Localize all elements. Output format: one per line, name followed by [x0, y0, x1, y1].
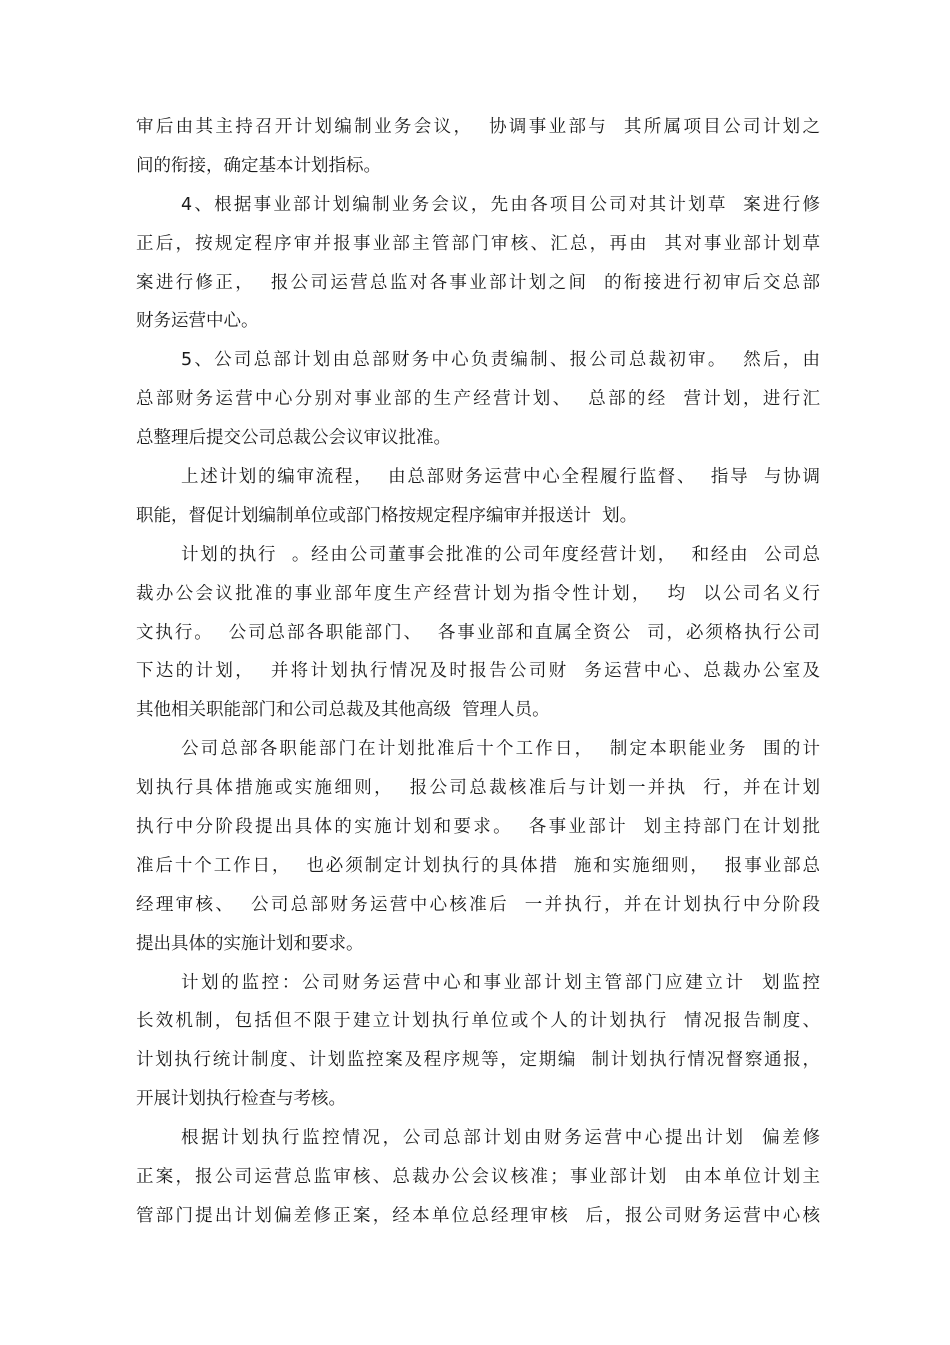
paragraph-first-line: 4、根据事业部计划编制业务会议，先由各项目公司对其计划草 案进行修: [181, 194, 820, 215]
paragraph-line: 执行中分阶段提出具体的实施计划和要求。 各事业部计 划主持部门在计划批: [136, 817, 820, 838]
paragraph-line: 审后由其主持召开计划编制业务会议， 协调事业部与 其所属项目公司计划之: [136, 117, 820, 137]
paragraph-first-line: 上述计划的编审流程， 由总部财务运营中心全程履行监督、 指导 与协调: [181, 467, 820, 488]
paragraph-first-line: 计划的执行 。经由公司董事会批准的公司年度经营计划， 和经由 公司总: [181, 544, 820, 565]
paragraph-line: 划执行具体措施或实施细则， 报公司总裁核准后与计划一并执 行，并在计划: [136, 778, 820, 799]
paragraph-line: 计划执行统计制度、计划监控案及程序规等，定期编 制计划执行情况督察通报，: [136, 1050, 820, 1071]
paragraph-line: 财务运营中心。: [136, 311, 259, 332]
paragraph-line: 裁办公会议批准的事业部年度生产经营计划为指令性计划， 均 以公司名义行: [136, 583, 820, 604]
paragraph-first-line: 根据计划执行监控情况，公司总部计划由财务运营中心提出计划 偏差修: [181, 1128, 820, 1149]
paragraph-line: 正案，报公司运营总监审核、总裁办公会议核准；事业部计划 由本单位计划主: [136, 1167, 820, 1188]
paragraph-line: 职能，督促计划编制单位或部门格按规定程序编审并报送计 划。: [136, 505, 638, 526]
paragraph-line: 开展计划执行检查与考核。: [136, 1089, 346, 1110]
paragraph-first-line: 5、公司总部计划由总部财务中心负责编制、报公司总裁初审。 然后，由: [181, 350, 820, 371]
paragraph-line: 总部财务运营中心分别对事业部的生产经营计划、 总部的经 营计划，进行汇: [136, 389, 820, 410]
paragraph-line: 间的衔接，确定基本计划指标。: [136, 155, 381, 176]
paragraph-line: 长效机制，包括但不限于建立计划执行单位或个人的计划执行 情况报告制度、: [136, 1011, 820, 1032]
paragraph-line: 下达的计划， 并将计划执行情况及时报告公司财 务运营中心、总裁办公室及: [136, 661, 820, 682]
paragraph-line: 文执行。 公司总部各职能部门、 各事业部和直属全资公 司，必须格执行公司: [136, 622, 820, 643]
document-body: [136, 108, 820, 1236]
paragraph-line: 其他相关职能部门和公司总裁及其他高级 管理人员。: [136, 700, 550, 721]
paragraph-line: 提出具体的实施计划和要求。: [136, 933, 364, 954]
paragraph-line: 总整理后提交公司总裁公会议审议批准。: [136, 428, 451, 449]
paragraph-line: 准后十个工作日， 也必须制定计划执行的具体措 施和实施细则， 报事业部总: [136, 855, 820, 876]
paragraph-line: 经理审核、 公司总部财务运营中心核准后 一并执行，并在计划执行中分阶段: [136, 894, 820, 915]
paragraph-line: 案进行修正， 报公司运营总监对各事业部计划之间 的衔接进行初审后交总部: [136, 272, 820, 293]
paragraph-line: 管部门提出计划偏差修正案，经本单位总经理审核 后，报公司财务运营中心核: [136, 1205, 820, 1226]
paragraph-line: 正后，按规定程序审并报事业部主管部门审核、汇总，再由 其对事业部计划草: [136, 233, 820, 254]
paragraph-first-line: 公司总部各职能部门在计划批准后十个工作日， 制定本职能业务 围的计: [181, 739, 820, 760]
paragraph-first-line: 计划的监控：公司财务运营中心和事业部计划主管部门应建立计 划监控: [181, 972, 820, 993]
